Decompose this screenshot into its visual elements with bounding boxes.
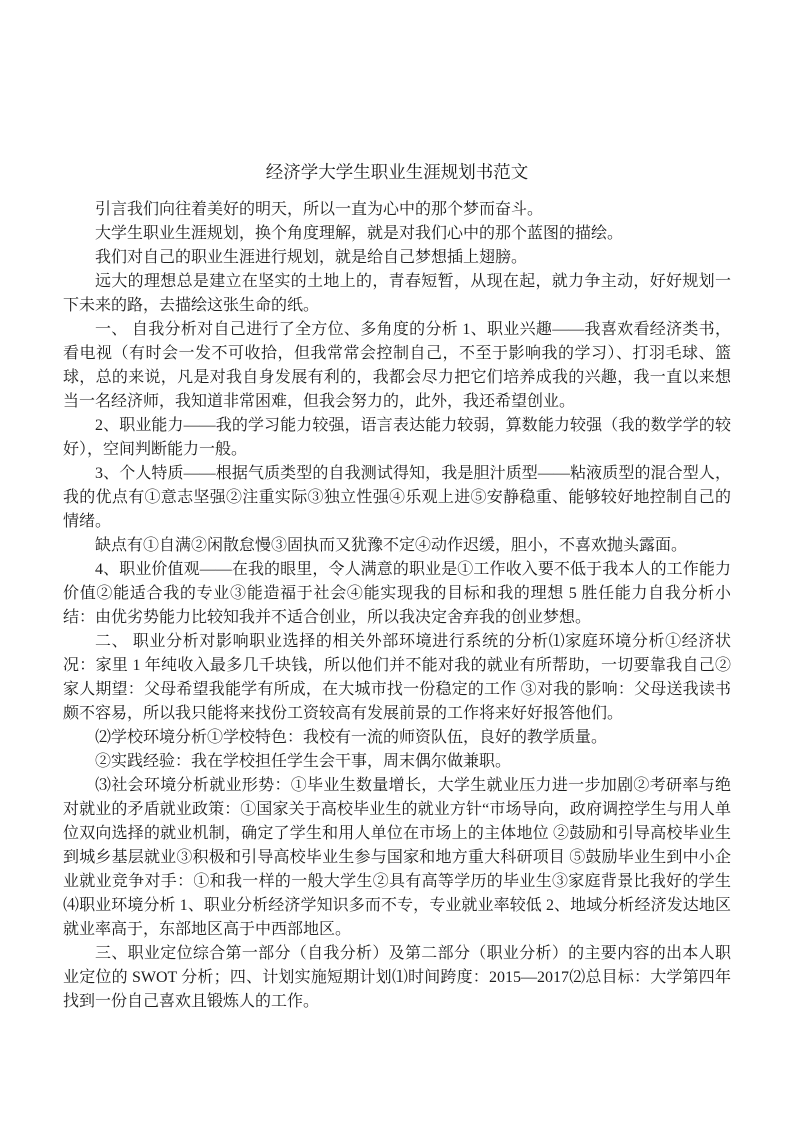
paragraph-intro-1: 引言我们向往着美好的明天，所以一直为心中的那个梦而奋斗。 bbox=[95, 201, 544, 218]
paragraph-section-1-self-analysis: 一、 自我分析对自己进行了全方位、多角度的分析 1、职业兴趣——我喜欢看经济类书，看电视（有时会一发不可收拾，但我常常会控制自己，不至于影响我的学习）、打羽毛球、篮球，总的来说，凡是对我自身发展有利的，我都会尽力把它们培养成我的兴趣，我一直以来想当一名经济师，我知道非常困难，但我会努力的，此外，我还希望创业。 bbox=[63, 321, 731, 410]
document-content bbox=[63, 0, 731, 1014]
paragraph-practice-experience: ②实践经验：我在学校担任学生会干事，周末偶尔做兼职。 bbox=[95, 753, 512, 770]
paragraph-social-environment: ⑶社会环境分析就业形势：①毕业生数量增长，大学生就业压力进一步加剧②考研率与绝对就业的矛盾就业政策：①国家关于高校毕业生的就业方针“市场导向，政府调控学生与用人单位双向选择的就业机制，确定了学生和用人单位在市场上的主体地位 ②鼓励和引导高校毕业生到城乡基层就业③积极和引导高校毕业生参与国家和地方重大科研项目 ⑤鼓励毕业生到中小企业就业竞争对手：①和我一样的一般大学生②具有高等学历的毕业生③家庭背景比我好的学生⑷职业环境分析 1、职业分析经济学知识多而不专，专业就业率较低 2、地域分析经济发达地区就业率高于，东部地区高于中西部地区。 bbox=[63, 777, 731, 938]
paragraph-section-3-career-positioning: 三、职业定位综合第一部分（自我分析）及第二部分（职业分析）的主要内容的出本人职业定位的 SWOT 分析；四、计划实施短期计划⑴时间跨度：2015—2017⑵总目标：大学第四年找到一份自己喜欢且锻炼人的工作。 bbox=[63, 945, 731, 1010]
document-title: 经济学大学生职业生涯规划书范文 bbox=[265, 162, 529, 182]
paragraph-career-values: 4、职业价值观——在我的眼里，令人满意的职业是①工作收入要不低于我本人的工作能力价值②能适合我的专业③能造福于社会④能实现我的目标和我的理想 5 胜任能力自我分析小结：由优劣势能力比较知我并不适合创业，所以我决定舍弃我的创业梦想。 bbox=[63, 561, 731, 626]
paragraph-section-2-career-analysis: 二、 职业分析对影响职业选择的相关外部环境进行系统的分析⑴家庭环境分析①经济状况：家里 1 年纯收入最多几千块钱，所以他们并不能对我的就业有所帮助，一切要靠我自己②家人期望：父母希望我能学有所成，在大城市找一份稳定的工作 ③对我的影响：父母送我读书颇不容易，所以我只能将来找份工资较高有发展前景的工作将来好好报答他们。 bbox=[63, 633, 731, 722]
paragraph-career-ability: 2、职业能力——我的学习能力较强，语言表达能力较弱，算数能力较强（我的数学学的较好），空间判断能力一般。 bbox=[63, 417, 731, 458]
paragraph-intro-3: 我们对自己的职业生涯进行规划，就是给自己梦想插上翅膀。 bbox=[95, 249, 528, 266]
paragraph-intro-2: 大学生职业生涯规划，换个角度理解，就是对我们心中的那个蓝图的描绘。 bbox=[95, 225, 624, 242]
paragraph-intro-4: 远大的理想总是建立在坚实的土地上的，青春短暂，从现在起，就力争主动，好好规划一下未来的路，去描绘这张生命的纸。 bbox=[63, 273, 731, 314]
paragraph-weaknesses: 缺点有①自满②闲散怠慢③固执而又犹豫不定④动作迟缓，胆小，不喜欢抛头露面。 bbox=[95, 537, 688, 554]
paragraph-school-environment: ⑵学校环境分析①学校特色：我校有一流的师资队伍，良好的教学质量。 bbox=[95, 729, 608, 746]
paragraph-personal-traits: 3、个人特质——根据气质类型的自我测试得知，我是胆汁质型——粘液质型的混合型人，我的优点有①意志坚强②注重实际③独立性强④乐观上进⑤安静稳重、能够较好地控制自己的情绪。 bbox=[63, 465, 731, 530]
